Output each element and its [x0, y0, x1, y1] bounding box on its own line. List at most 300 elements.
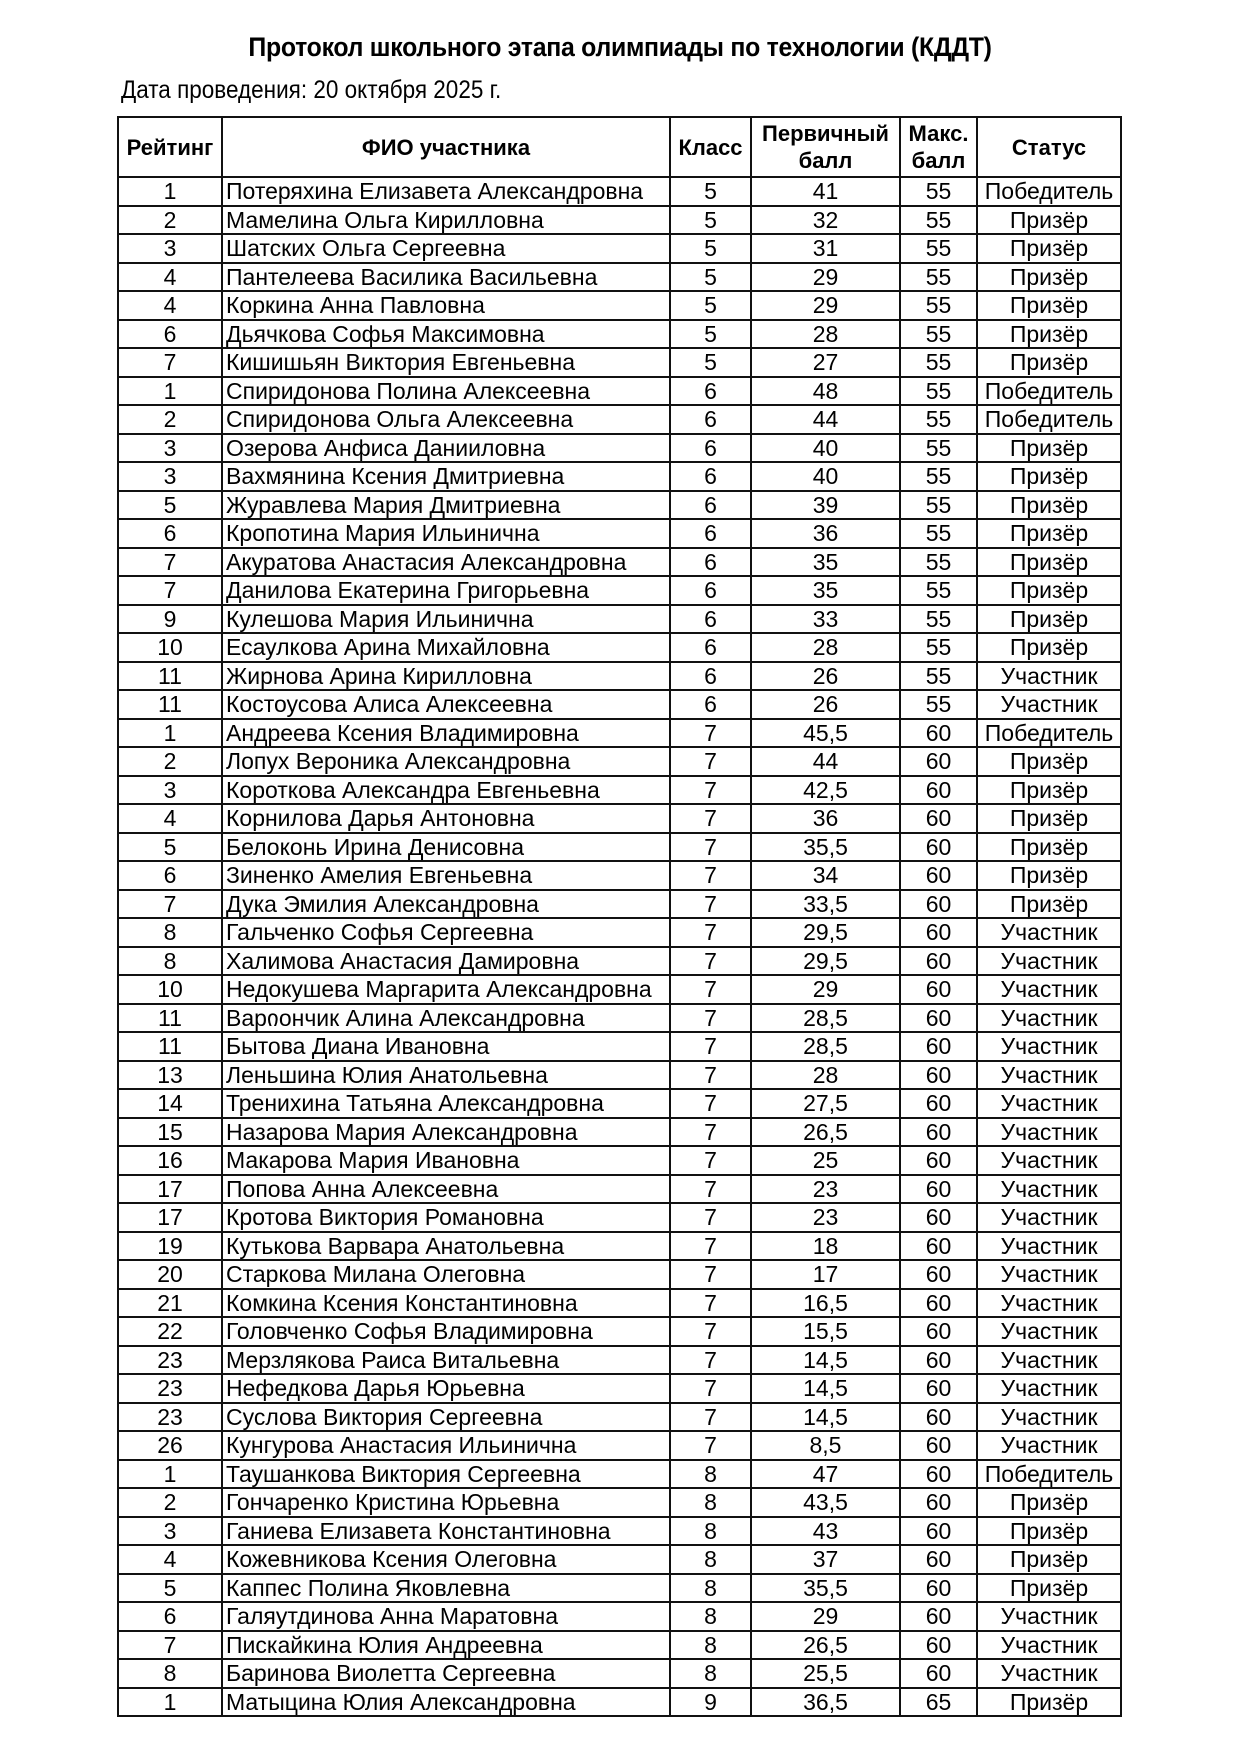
- table-row: [118, 234, 1121, 263]
- cell-name: Матыцина Юлия Александровна: [222, 1688, 670, 1717]
- table-row: [118, 690, 1121, 719]
- cell-primary-score: 40: [751, 462, 900, 491]
- cell-grade: 6: [670, 690, 751, 719]
- cell-rating: 7: [118, 548, 222, 577]
- cell-status: Участник: [977, 947, 1121, 976]
- cell-primary-score: 27,5: [751, 1089, 900, 1118]
- cell-max-score: 55: [900, 320, 977, 349]
- cell-name: Короткова Александра Евгеньевна: [222, 776, 670, 805]
- cell-max-score: 60: [900, 804, 977, 833]
- cell-max-score: 55: [900, 434, 977, 463]
- cell-name: Спиридонова Ольга Алексеевна: [222, 405, 670, 434]
- cell-grade: 6: [670, 662, 751, 691]
- cell-primary-score: 42,5: [751, 776, 900, 805]
- cell-rating: 21: [118, 1289, 222, 1318]
- cell-name: Зиненко Амелия Евгеньевна: [222, 861, 670, 890]
- cell-max-score: 55: [900, 206, 977, 235]
- table-body: [118, 177, 1121, 1716]
- cell-name: Акуратова Анастасия Александровна: [222, 548, 670, 577]
- cell-max-score: 55: [900, 633, 977, 662]
- header-status: Статус: [977, 117, 1121, 177]
- cell-primary-score: 36: [751, 519, 900, 548]
- cell-grade: 7: [670, 747, 751, 776]
- cell-grade: 7: [670, 918, 751, 947]
- cell-max-score: 60: [900, 1232, 977, 1261]
- cell-rating: 2: [118, 405, 222, 434]
- cell-status: Участник: [977, 1203, 1121, 1232]
- cell-status: Призёр: [977, 206, 1121, 235]
- cell-grade: 7: [670, 1232, 751, 1261]
- cell-primary-score: 15,5: [751, 1317, 900, 1346]
- cell-status: Призёр: [977, 548, 1121, 577]
- cell-primary-score: 18: [751, 1232, 900, 1261]
- cell-max-score: 60: [900, 776, 977, 805]
- cell-max-score: 60: [900, 890, 977, 919]
- cell-primary-score: 29: [751, 263, 900, 292]
- cell-max-score: 55: [900, 177, 977, 206]
- cell-primary-score: 35: [751, 548, 900, 577]
- cell-grade: 7: [670, 1175, 751, 1204]
- cell-primary-score: 25,5: [751, 1659, 900, 1688]
- cell-rating: 23: [118, 1374, 222, 1403]
- cell-primary-score: 16,5: [751, 1289, 900, 1318]
- cell-rating: 1: [118, 1688, 222, 1717]
- cell-grade: 8: [670, 1517, 751, 1546]
- cell-status: Участник: [977, 662, 1121, 691]
- table-row: [118, 1203, 1121, 1232]
- cell-grade: 7: [670, 833, 751, 862]
- cell-status: Призёр: [977, 263, 1121, 292]
- cell-name: Таушанкова Виктория Сергеевна: [222, 1460, 670, 1489]
- cell-grade: 7: [670, 1403, 751, 1432]
- cell-primary-score: 39: [751, 491, 900, 520]
- cell-grade: 7: [670, 947, 751, 976]
- table-row: [118, 348, 1121, 377]
- cell-grade: 7: [670, 1317, 751, 1346]
- cell-name: Пискайкина Юлия Андреевна: [222, 1631, 670, 1660]
- cell-status: Призёр: [977, 320, 1121, 349]
- cell-rating: 4: [118, 291, 222, 320]
- cell-rating: 4: [118, 263, 222, 292]
- cell-grade: 5: [670, 263, 751, 292]
- cell-rating: 17: [118, 1203, 222, 1232]
- cell-grade: 6: [670, 605, 751, 634]
- table-row: [118, 975, 1121, 1004]
- cell-grade: 5: [670, 320, 751, 349]
- cell-name: Мерзлякова Раиса Витальевна: [222, 1346, 670, 1375]
- cell-primary-score: 14,5: [751, 1346, 900, 1375]
- cell-primary-score: 29,5: [751, 947, 900, 976]
- table-row: [118, 519, 1121, 548]
- cell-status: Призёр: [977, 1688, 1121, 1717]
- cell-rating: 11: [118, 690, 222, 719]
- cell-max-score: 60: [900, 1289, 977, 1318]
- cell-primary-score: 29: [751, 291, 900, 320]
- cell-grade: 7: [670, 1289, 751, 1318]
- cell-rating: 13: [118, 1061, 222, 1090]
- cell-name: Мамелина Ольга Кирилловна: [222, 206, 670, 235]
- cell-status: Участник: [977, 1146, 1121, 1175]
- cell-rating: 6: [118, 320, 222, 349]
- cell-max-score: 65: [900, 1688, 977, 1717]
- cell-grade: 7: [670, 1032, 751, 1061]
- cell-name: Суслова Виктория Сергеевна: [222, 1403, 670, 1432]
- cell-rating: 7: [118, 890, 222, 919]
- cell-rating: 7: [118, 576, 222, 605]
- cell-primary-score: 34: [751, 861, 900, 890]
- header-primary-score-line2: балл: [798, 148, 853, 173]
- cell-max-score: 55: [900, 405, 977, 434]
- cell-name: Леньшина Юлия Анатольевна: [222, 1061, 670, 1090]
- cell-name: Варიончик Алина Александровна: [222, 1004, 670, 1033]
- table-row: [118, 491, 1121, 520]
- table-row: [118, 1659, 1121, 1688]
- table-row: [118, 833, 1121, 862]
- cell-grade: 7: [670, 1431, 751, 1460]
- cell-primary-score: 14,5: [751, 1403, 900, 1432]
- cell-grade: 7: [670, 890, 751, 919]
- cell-name: Гончаренко Кристина Юрьевна: [222, 1488, 670, 1517]
- table-row: [118, 434, 1121, 463]
- cell-rating: 3: [118, 776, 222, 805]
- cell-max-score: 55: [900, 519, 977, 548]
- cell-max-score: 60: [900, 1260, 977, 1289]
- header-name: ФИО участника: [222, 117, 670, 177]
- cell-rating: 11: [118, 1004, 222, 1033]
- cell-status: Участник: [977, 1089, 1121, 1118]
- cell-max-score: 60: [900, 1631, 977, 1660]
- cell-rating: 4: [118, 1545, 222, 1574]
- cell-rating: 6: [118, 519, 222, 548]
- table-row: [118, 1032, 1121, 1061]
- cell-max-score: 60: [900, 1004, 977, 1033]
- cell-grade: 5: [670, 234, 751, 263]
- cell-name: Пантелеева Василика Васильевна: [222, 263, 670, 292]
- cell-max-score: 60: [900, 947, 977, 976]
- table-header-row: [118, 117, 1121, 177]
- cell-primary-score: 43,5: [751, 1488, 900, 1517]
- cell-status: Победитель: [977, 1460, 1121, 1489]
- cell-primary-score: 29: [751, 975, 900, 1004]
- cell-rating: 2: [118, 206, 222, 235]
- table-row: [118, 462, 1121, 491]
- cell-rating: 2: [118, 1488, 222, 1517]
- table-row: [118, 1574, 1121, 1603]
- cell-grade: 7: [670, 719, 751, 748]
- cell-name: Ганиева Елизавета Константиновна: [222, 1517, 670, 1546]
- cell-max-score: 55: [900, 291, 977, 320]
- cell-rating: 2: [118, 747, 222, 776]
- cell-status: Участник: [977, 1061, 1121, 1090]
- cell-max-score: 60: [900, 975, 977, 1004]
- cell-max-score: 55: [900, 491, 977, 520]
- cell-primary-score: 28: [751, 1061, 900, 1090]
- cell-status: Участник: [977, 1004, 1121, 1033]
- cell-max-score: 60: [900, 1346, 977, 1375]
- table-row: [118, 1089, 1121, 1118]
- cell-name: Кропотина Мария Ильинична: [222, 519, 670, 548]
- table-row: [118, 1061, 1121, 1090]
- cell-primary-score: 47: [751, 1460, 900, 1489]
- cell-status: Призёр: [977, 804, 1121, 833]
- cell-primary-score: 35,5: [751, 1574, 900, 1603]
- cell-rating: 1: [118, 1460, 222, 1489]
- table-row: [118, 1232, 1121, 1261]
- cell-status: Призёр: [977, 348, 1121, 377]
- cell-max-score: 60: [900, 1488, 977, 1517]
- cell-max-score: 55: [900, 462, 977, 491]
- cell-primary-score: 32: [751, 206, 900, 235]
- cell-rating: 19: [118, 1232, 222, 1261]
- cell-grade: 8: [670, 1602, 751, 1631]
- cell-name: Кунгурова Анастасия Ильинична: [222, 1431, 670, 1460]
- cell-grade: 7: [670, 1118, 751, 1147]
- cell-name: Потеряхина Елизавета Александровна: [222, 177, 670, 206]
- cell-grade: 8: [670, 1460, 751, 1489]
- cell-max-score: 60: [900, 1659, 977, 1688]
- cell-primary-score: 23: [751, 1203, 900, 1232]
- cell-grade: 6: [670, 519, 751, 548]
- cell-status: Участник: [977, 690, 1121, 719]
- cell-max-score: 60: [900, 1517, 977, 1546]
- cell-primary-score: 44: [751, 747, 900, 776]
- cell-max-score: 60: [900, 1203, 977, 1232]
- cell-grade: 5: [670, 348, 751, 377]
- cell-grade: 6: [670, 377, 751, 406]
- cell-status: Призёр: [977, 890, 1121, 919]
- cell-grade: 9: [670, 1688, 751, 1717]
- cell-name: Кулешова Мария Ильинична: [222, 605, 670, 634]
- cell-status: Призёр: [977, 1488, 1121, 1517]
- cell-grade: 7: [670, 975, 751, 1004]
- table-row: [118, 633, 1121, 662]
- cell-primary-score: 8,5: [751, 1431, 900, 1460]
- table-row: [118, 206, 1121, 235]
- cell-max-score: 60: [900, 1175, 977, 1204]
- cell-name: Лопух Вероника Александровна: [222, 747, 670, 776]
- table-row: [118, 918, 1121, 947]
- cell-primary-score: 25: [751, 1146, 900, 1175]
- cell-name: Дука Эмилия Александровна: [222, 890, 670, 919]
- cell-status: Призёр: [977, 1545, 1121, 1574]
- cell-grade: 7: [670, 1260, 751, 1289]
- cell-status: Участник: [977, 918, 1121, 947]
- cell-rating: 17: [118, 1175, 222, 1204]
- cell-grade: 7: [670, 1089, 751, 1118]
- cell-name: Корнилова Дарья Антоновна: [222, 804, 670, 833]
- cell-name: Спиридонова Полина Алексеевна: [222, 377, 670, 406]
- cell-name: Комкина Ксения Константиновна: [222, 1289, 670, 1318]
- cell-grade: 8: [670, 1659, 751, 1688]
- table-row: [118, 776, 1121, 805]
- cell-status: Участник: [977, 1317, 1121, 1346]
- cell-status: Участник: [977, 1374, 1121, 1403]
- cell-name: Дьячкова Софья Максимовна: [222, 320, 670, 349]
- cell-rating: 4: [118, 804, 222, 833]
- cell-name: Гальченко Софья Сергеевна: [222, 918, 670, 947]
- cell-max-score: 60: [900, 1146, 977, 1175]
- cell-primary-score: 23: [751, 1175, 900, 1204]
- cell-max-score: 60: [900, 1574, 977, 1603]
- table-row: [118, 1289, 1121, 1318]
- cell-max-score: 55: [900, 263, 977, 292]
- cell-rating: 5: [118, 833, 222, 862]
- table-row: [118, 605, 1121, 634]
- cell-status: Участник: [977, 1631, 1121, 1660]
- cell-max-score: 60: [900, 861, 977, 890]
- cell-grade: 7: [670, 861, 751, 890]
- cell-max-score: 55: [900, 690, 977, 719]
- cell-grade: 7: [670, 776, 751, 805]
- document-title: Протокол школьного этапа олимпиады по технологии (КДДТ): [248, 32, 992, 62]
- cell-name: Коркина Анна Павловна: [222, 291, 670, 320]
- cell-rating: 5: [118, 491, 222, 520]
- cell-status: Участник: [977, 1032, 1121, 1061]
- cell-rating: 3: [118, 462, 222, 491]
- cell-status: Призёр: [977, 833, 1121, 862]
- cell-grade: 6: [670, 434, 751, 463]
- table-row: [118, 548, 1121, 577]
- cell-max-score: 60: [900, 1118, 977, 1147]
- cell-grade: 8: [670, 1631, 751, 1660]
- cell-primary-score: 27: [751, 348, 900, 377]
- cell-status: Призёр: [977, 234, 1121, 263]
- cell-max-score: 60: [900, 1374, 977, 1403]
- cell-name: Жирнова Арина Кирилловна: [222, 662, 670, 691]
- cell-max-score: 55: [900, 377, 977, 406]
- cell-primary-score: 17: [751, 1260, 900, 1289]
- cell-name: Головченко Софья Владимировна: [222, 1317, 670, 1346]
- table-row: [118, 861, 1121, 890]
- cell-status: Призёр: [977, 491, 1121, 520]
- table-row: [118, 1488, 1121, 1517]
- header-primary-score-line1: Первичный: [762, 121, 889, 146]
- cell-max-score: 60: [900, 1089, 977, 1118]
- cell-rating: 22: [118, 1317, 222, 1346]
- cell-name: Халимова Анастасия Дамировна: [222, 947, 670, 976]
- cell-primary-score: 28: [751, 633, 900, 662]
- table-row: [118, 1004, 1121, 1033]
- table-row: [118, 1175, 1121, 1204]
- cell-primary-score: 36,5: [751, 1688, 900, 1717]
- cell-grade: 7: [670, 1004, 751, 1033]
- cell-max-score: 60: [900, 747, 977, 776]
- header-rating: Рейтинг: [118, 117, 222, 177]
- event-date: Дата проведения: 20 октября 2025 г.: [121, 76, 502, 104]
- table-row: [118, 320, 1121, 349]
- table-row: [118, 804, 1121, 833]
- cell-name: Андреева Ксения Владимировна: [222, 719, 670, 748]
- cell-name: Данилова Екатерина Григорьевна: [222, 576, 670, 605]
- cell-grade: 5: [670, 291, 751, 320]
- cell-grade: 8: [670, 1545, 751, 1574]
- cell-grade: 6: [670, 405, 751, 434]
- cell-primary-score: 28,5: [751, 1004, 900, 1033]
- cell-grade: 7: [670, 1061, 751, 1090]
- table-row: [118, 1146, 1121, 1175]
- cell-rating: 11: [118, 662, 222, 691]
- table-row: [118, 1317, 1121, 1346]
- table-row: [118, 177, 1121, 206]
- cell-name: Попова Анна Алексеевна: [222, 1175, 670, 1204]
- cell-name: Белоконь Ирина Денисовна: [222, 833, 670, 862]
- cell-name: Каппес Полина Яковлевна: [222, 1574, 670, 1603]
- cell-grade: 7: [670, 1374, 751, 1403]
- cell-max-score: 55: [900, 662, 977, 691]
- table-row: [118, 263, 1121, 292]
- cell-status: Призёр: [977, 1574, 1121, 1603]
- cell-rating: 11: [118, 1032, 222, 1061]
- table-row: [118, 1631, 1121, 1660]
- cell-primary-score: 43: [751, 1517, 900, 1546]
- cell-name: Макарова Мария Ивановна: [222, 1146, 670, 1175]
- table-row: [118, 747, 1121, 776]
- results-table: [117, 116, 1122, 1717]
- cell-rating: 26: [118, 1431, 222, 1460]
- cell-name: Галяутдинова Анна Маратовна: [222, 1602, 670, 1631]
- cell-grade: 5: [670, 177, 751, 206]
- cell-name: Баринова Виолетта Сергеевна: [222, 1659, 670, 1688]
- cell-grade: 7: [670, 1146, 751, 1175]
- cell-primary-score: 35,5: [751, 833, 900, 862]
- cell-status: Победитель: [977, 405, 1121, 434]
- cell-name: Назарова Мария Александровна: [222, 1118, 670, 1147]
- cell-primary-score: 26,5: [751, 1118, 900, 1147]
- cell-max-score: 55: [900, 605, 977, 634]
- table-row: [118, 1460, 1121, 1489]
- cell-primary-score: 29,5: [751, 918, 900, 947]
- header-max-score: [900, 117, 977, 177]
- header-primary-score: [751, 117, 900, 177]
- cell-primary-score: 40: [751, 434, 900, 463]
- table-row: [118, 1118, 1121, 1147]
- cell-rating: 10: [118, 633, 222, 662]
- table-row: [118, 1374, 1121, 1403]
- cell-grade: 6: [670, 633, 751, 662]
- table-row: [118, 662, 1121, 691]
- cell-status: Участник: [977, 1659, 1121, 1688]
- table-row: [118, 1602, 1121, 1631]
- cell-name: Журавлева Мария Дмитриевна: [222, 491, 670, 520]
- cell-primary-score: 26,5: [751, 1631, 900, 1660]
- cell-status: Призёр: [977, 776, 1121, 805]
- cell-grade: 6: [670, 491, 751, 520]
- table-row: [118, 719, 1121, 748]
- cell-status: Призёр: [977, 1517, 1121, 1546]
- cell-rating: 20: [118, 1260, 222, 1289]
- cell-status: Участник: [977, 1260, 1121, 1289]
- cell-primary-score: 41: [751, 177, 900, 206]
- cell-max-score: 60: [900, 1545, 977, 1574]
- header-max-score-line2: балл: [911, 148, 966, 173]
- cell-status: Призёр: [977, 291, 1121, 320]
- cell-status: Призёр: [977, 633, 1121, 662]
- cell-grade: 7: [670, 1203, 751, 1232]
- cell-status: Победитель: [977, 377, 1121, 406]
- cell-status: Участник: [977, 1118, 1121, 1147]
- cell-name: Шатских Ольга Сергеевна: [222, 234, 670, 263]
- table-row: [118, 1346, 1121, 1375]
- cell-name: Вахмянина Ксения Дмитриевна: [222, 462, 670, 491]
- cell-status: Участник: [977, 975, 1121, 1004]
- cell-grade: 6: [670, 548, 751, 577]
- cell-rating: 7: [118, 348, 222, 377]
- cell-grade: 7: [670, 1346, 751, 1375]
- cell-rating: 16: [118, 1146, 222, 1175]
- table-row: [118, 947, 1121, 976]
- cell-rating: 7: [118, 1631, 222, 1660]
- cell-status: Призёр: [977, 462, 1121, 491]
